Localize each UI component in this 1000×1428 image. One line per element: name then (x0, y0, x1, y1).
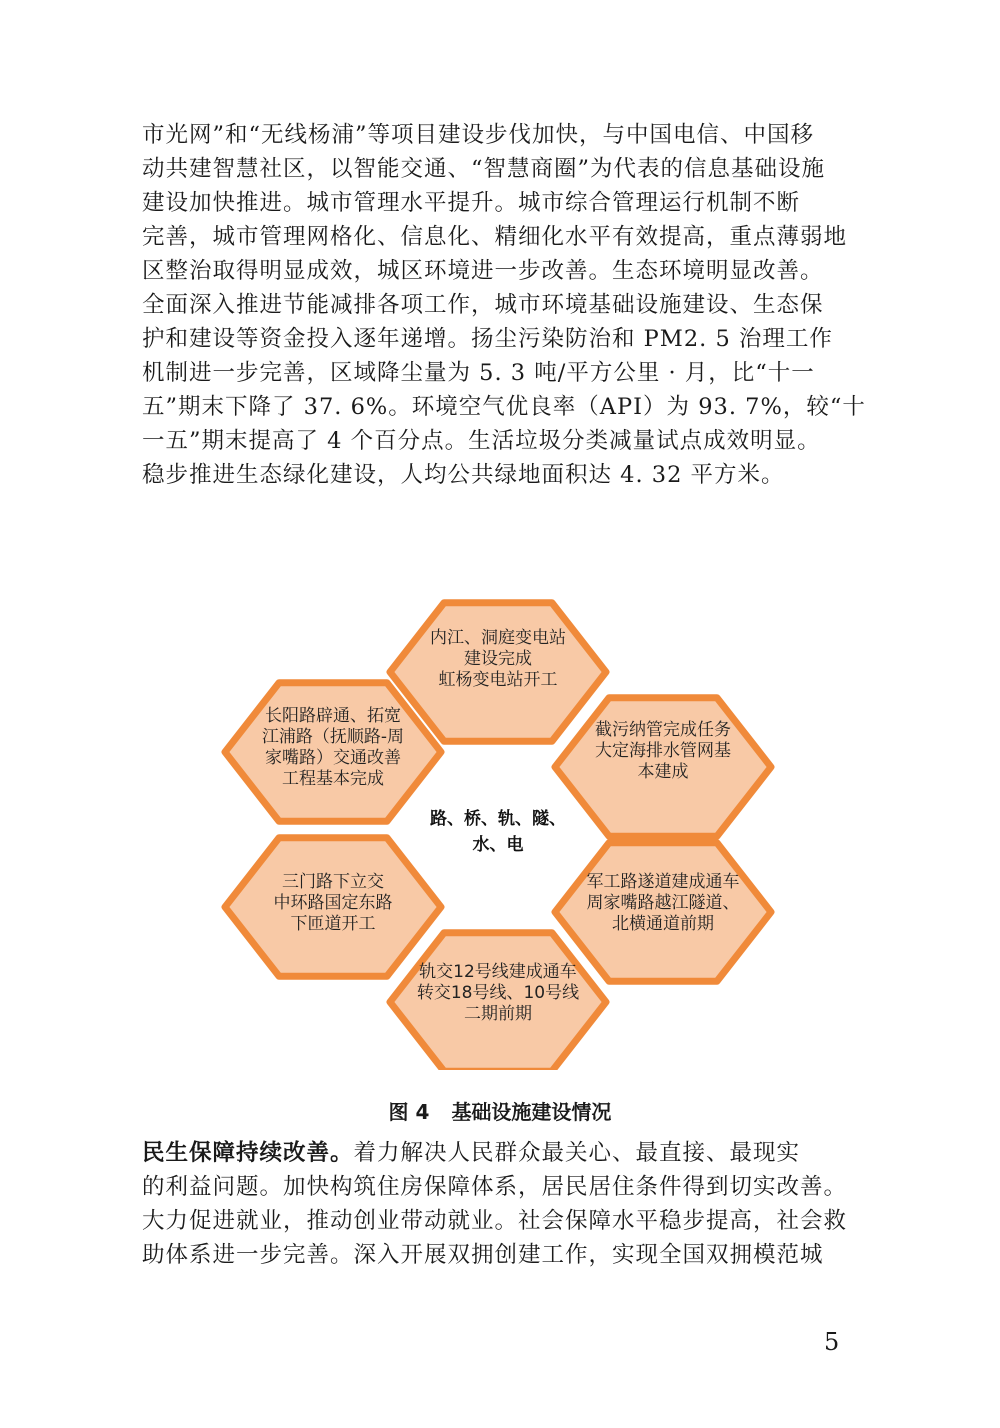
text-line: 全面深入推进节能减排各项工作，城市环境基础设施建设、生态保 (142, 292, 824, 318)
hex-text-line: 工程基本完成 (282, 769, 384, 789)
hex-text-line: 二期前期 (464, 1004, 532, 1024)
center-text-line: 路、桥、轨、隧、 (430, 809, 566, 829)
text-line: 稳步推进生态绿化建设，人均公共绿地面积达 4. 32 平方米。 (142, 462, 785, 488)
center-label (408, 806, 588, 858)
hex-label-lower-left (243, 872, 423, 935)
paragraph-lead: 民生保障持续改善。 (142, 1140, 354, 1166)
text-line: 完善，城市管理网格化、信息化、精细化水平有效提高，重点薄弱地 (142, 224, 848, 250)
hex-text-line: 转交18号线、10号线 (416, 983, 580, 1003)
hex-text-line: 建设完成 (464, 649, 532, 669)
hex-text-line: 截污纳管完成任务 (595, 720, 731, 740)
hex-text-line: 虹杨变电站开工 (438, 670, 558, 690)
hex-label-upper-left (243, 706, 423, 790)
text-line: 市光网”和“无线杨浦”等项目建设步伐加快，与中国电信、中国移 (142, 122, 815, 148)
text-line: 大力促进就业，推动创业带动就业。社会保障水平稳步提高，社会救 (142, 1208, 848, 1234)
text-line: 的利益问题。加快构筑住房保障体系，居民居住条件得到切实改善。 (142, 1174, 848, 1200)
text-line: 助体系进一步完善。深入开展双拥创建工作，实现全国双拥模范城 (142, 1242, 824, 1268)
body-paragraph-1 (142, 118, 866, 492)
text-line: 护和建设等资金投入逐年递增。扬尘污染防治和 PM2. 5 治理工作 (142, 326, 833, 352)
hex-text-line: 中环路国定东路 (273, 893, 393, 913)
hex-label-bottom (408, 962, 588, 1025)
hex-text-line: 下匝道开工 (290, 914, 376, 934)
hex-text-line: 轨交12号线建成通车 (419, 962, 577, 982)
body-paragraph-2 (142, 1136, 858, 1272)
hex-text-line: 军工路遂道建成通车 (586, 872, 740, 892)
text-line: 动共建智慧社区，以智能交通、“智慧商圈”为代表的信息基础设施 (142, 156, 826, 182)
hex-text-line: 家嘴路）交通改善 (265, 748, 401, 768)
hex-text-line: 北横通道前期 (612, 914, 714, 934)
hex-text-line: 江浦路（抚顺路-周 (261, 727, 405, 747)
figure-caption (0, 1096, 1000, 1125)
hex-label-upper-right (573, 720, 753, 783)
text-line: 五”期末下降了 37. 6%。环境空气优良率（API）为 93. 7%，较“十 (142, 394, 866, 420)
caption-number: 图 4 (388, 1100, 430, 1124)
infrastructure-hexagon-figure (218, 590, 778, 1070)
text-line: 一五”期末提高了 4 个百分点。生活垃圾分类减量试点成效明显。 (142, 428, 821, 454)
hex-text-line: 大定海排水管网基 (595, 741, 731, 761)
center-text-line: 水、电 (472, 835, 524, 855)
hex-label-top (408, 628, 588, 691)
hex-text-line: 本建成 (637, 762, 689, 782)
hex-text-line: 三门路下立交 (282, 872, 384, 892)
hex-text-line: 内江、洞庭变电站 (430, 628, 566, 648)
text-fragment: 着力解决人民群众最关心、最直接、最现实 (353, 1140, 801, 1166)
text-line: 区整治取得明显成效，城区环境进一步改善。生态环境明显改善。 (142, 258, 824, 284)
hex-text-line: 长阳路辟通、拓宽 (265, 706, 401, 726)
text-line: 建设加快推进。城市管理水平提升。城市综合管理运行机制不断 (142, 190, 801, 216)
hex-label-lower-right (573, 872, 753, 935)
caption-title: 基础设施建设情况 (451, 1100, 612, 1124)
text-line: 机制进一步完善，区域降尘量为 5. 3 吨/平方公里 · 月，比“十一 (142, 360, 815, 386)
text-line (142, 1136, 858, 1170)
hex-text-line: 周家嘴路越江隧道、 (586, 893, 740, 913)
page-number: 5 (824, 1328, 840, 1356)
